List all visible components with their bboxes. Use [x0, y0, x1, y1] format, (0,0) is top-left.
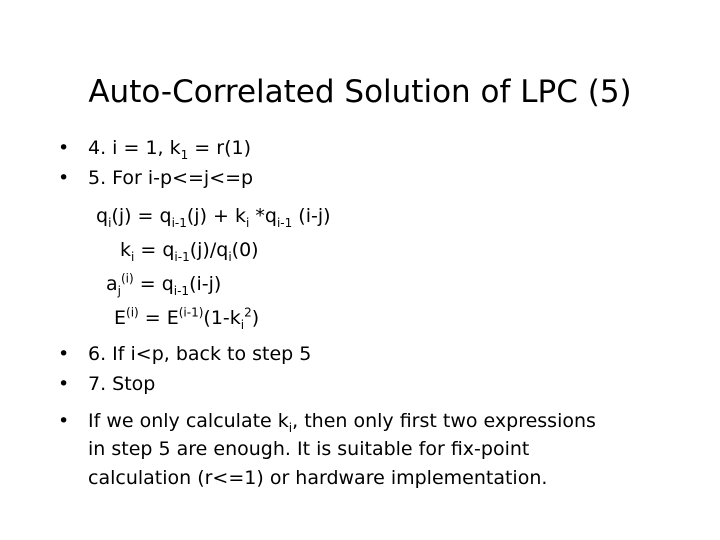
- slide-title: Auto-Correlated Solution of LPC (5): [88, 74, 632, 110]
- bullet-marker: •: [58, 137, 70, 159]
- bullet-step-4: 4. i = 1, $k_1 = r(1)$: [88, 137, 251, 162]
- equation-a-update: $a_j^{(i)} = q_{i-1}(i-j)$: [106, 271, 222, 298]
- equation-k-update: $k_i = q_{i-1}(j)/q_i(0)$: [120, 239, 259, 264]
- bullet-step-7: 7. Stop: [88, 373, 156, 395]
- bullet-note-line-2: in step 5 are enough. It is suitable for fix-point: [88, 438, 530, 460]
- bullet-note-line-1: If we only calculate $k_i$, then only first two expressions: [88, 410, 596, 435]
- bullet-marker: •: [58, 343, 70, 365]
- bullet-step-5: 5. For i-p<=j<=p: [88, 167, 254, 189]
- bullet-marker: •: [58, 410, 70, 432]
- bullet-marker: •: [58, 167, 70, 189]
- bullet-marker: •: [58, 373, 70, 395]
- bullet-step-6: 6. If i<p, back to step 5: [88, 343, 312, 365]
- equation-q-update: $q_i(j) = q_{i-1}(j) + k_i$ $*q_{i-1}$ (i-j): [96, 205, 331, 230]
- bullet-note-line-3: calculation (r<=1) or hardware implementation.: [88, 467, 548, 489]
- equation-e-update: $E^{(i)} = E^{(i-1)}(1-k_i^2)$: [114, 305, 260, 332]
